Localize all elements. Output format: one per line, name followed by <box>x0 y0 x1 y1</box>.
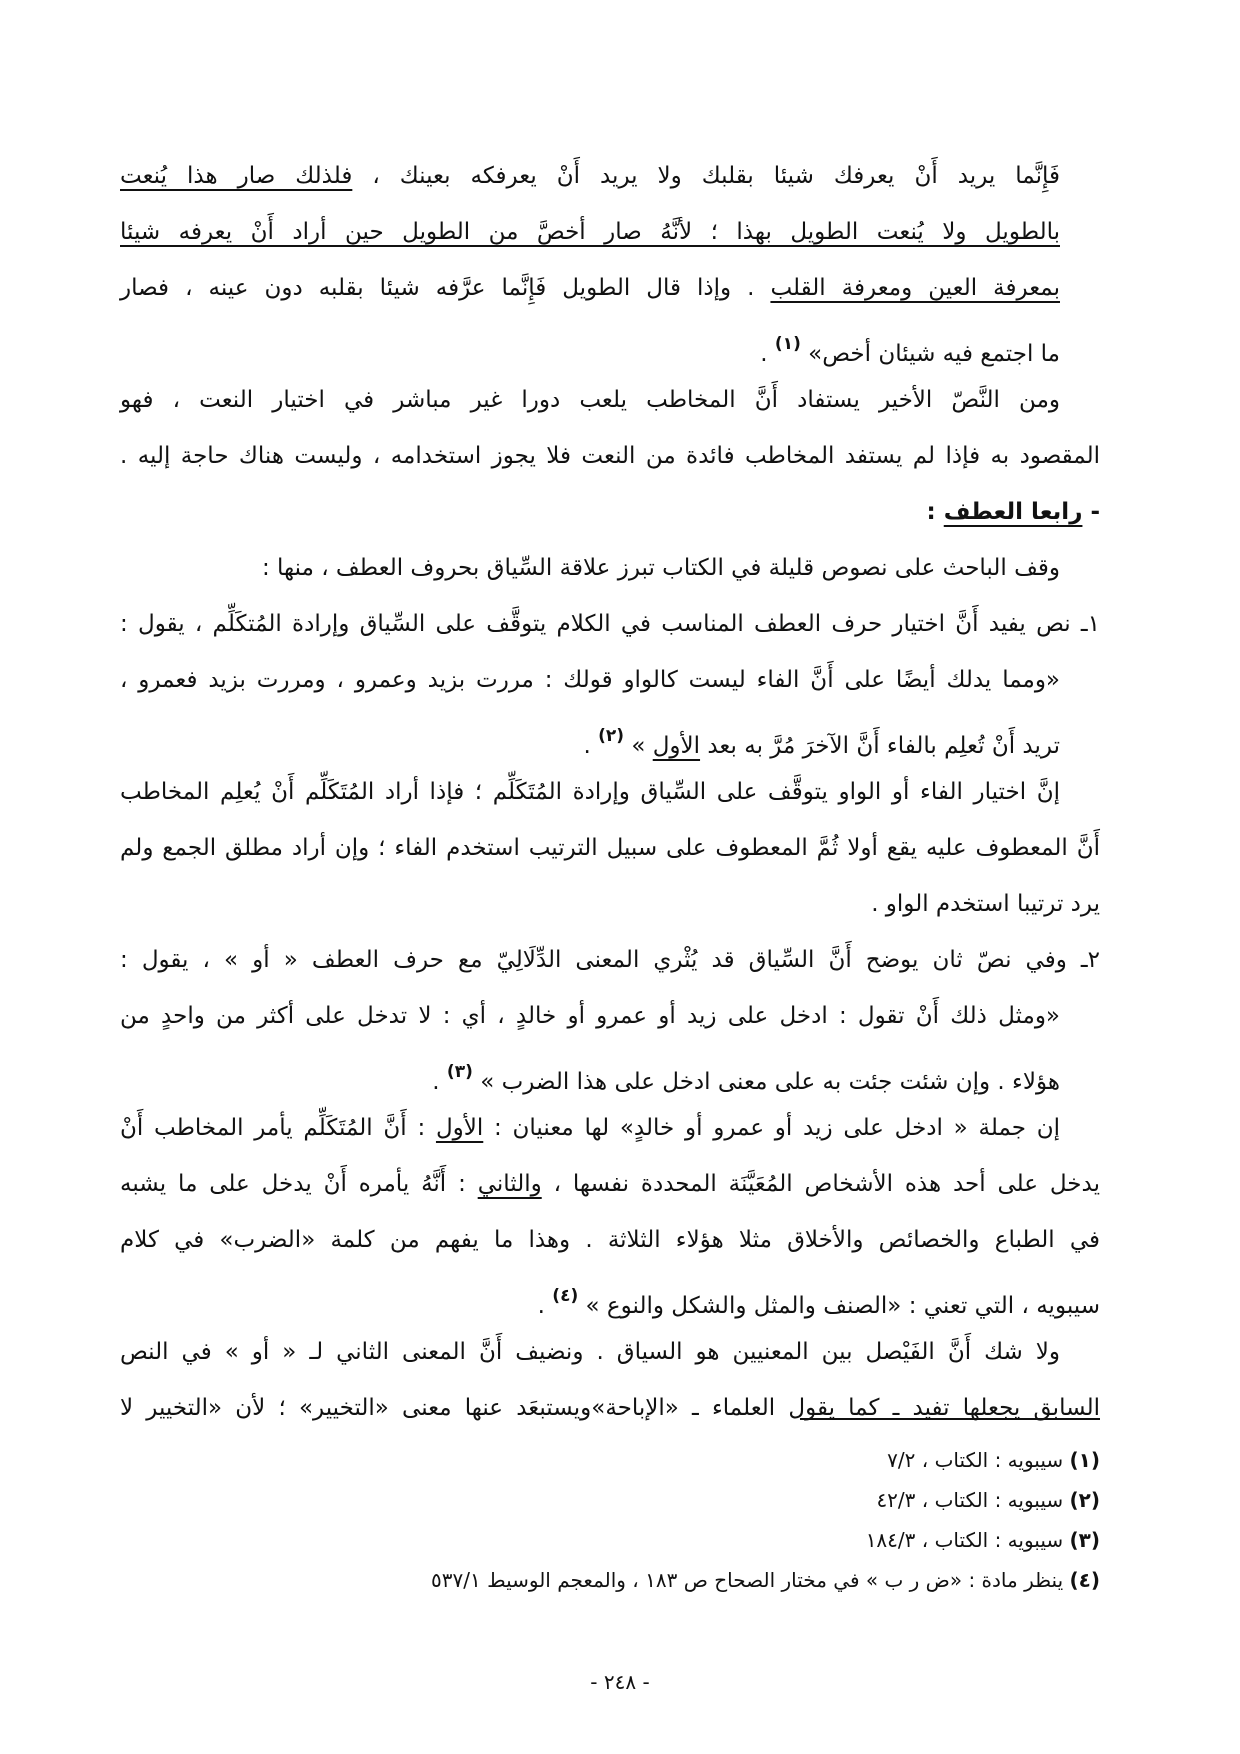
line-text: السابق يجعلها تفيد ـ كما يقول العلماء ـ «الإباحة»ويستبعَد عنها معنى «التخيير» ؛ لأن «التخيير لا <box>120 1395 1100 1421</box>
line-text: ولا شك أَنَّ الفَيْصل بين المعنيين هو السياق . ونضيف أَنَّ المعنى الثاني لـ « أو » في النص <box>120 1339 1060 1365</box>
line-text: ٢ـ وفي نصّ ثان يوضح أَنَّ السِّياق قد يُثْري المعنى الدِّلَالِيّ مع حرف العطف « أو » ، يقول : <box>120 947 1100 973</box>
text-line <box>120 820 1100 876</box>
footnote-text: سيبويه : الكتاب ، ١٨٤/٣ <box>865 1528 1064 1552</box>
footnote-number: (٢) <box>1069 1488 1100 1512</box>
line-end: . <box>537 1293 545 1319</box>
line-text: إن جملة « ادخل على زيد أو عمرو أو خالدٍ» لها معنيان : الأول : أَنَّ المُتَكَلِّم يأمر المخاطب أَنْ <box>120 1115 1060 1141</box>
text-line <box>120 148 1100 204</box>
paragraph-3 <box>120 540 1100 596</box>
footnote-marker: (٢) <box>598 726 625 746</box>
line-text: أَنَّ المعطوف عليه يقع أولا ثُمَّ المعطوف على سبيل الترتيب استخدم الفاء ؛ وإن أراد مطلق الجمع ولم <box>120 835 1100 861</box>
text-line <box>120 1380 1100 1436</box>
footnote-item <box>120 1520 1100 1560</box>
heading-title: رابعا العطف <box>943 499 1083 525</box>
line-text: ومن النَّصّ الأخير يستفاد أَنَّ المخاطب يلعب دورا غير مباشر في اختيار النعت ، فهو <box>120 387 1060 413</box>
text-line <box>120 316 1100 372</box>
line-text: يرد ترتيبا استخدم الواو . <box>871 891 1100 917</box>
footnotes <box>120 1440 1100 1600</box>
body-text <box>120 148 1100 1436</box>
line-text: ما اجتمع فيه شيئان أخص» <box>808 341 1060 367</box>
paragraph-6 <box>120 932 1100 1100</box>
text-line <box>120 1156 1100 1212</box>
line-text: تريد أَنْ تُعلِم بالفاء أَنَّ الآخرَ مُرَّ به بعد الأول » <box>631 733 1060 759</box>
text-line <box>120 204 1100 260</box>
paragraph-7 <box>120 1100 1100 1324</box>
footnote-text: ينظر مادة : «ض ر ب » في مختار الصحاح ص ١٨٣ ، والمعجم الوسيط ٥٣٧/١ <box>431 1568 1064 1592</box>
line-text: وقف الباحث على نصوص قليلة في الكتاب تبرز علاقة السِّياق بحروف العطف ، منها : <box>261 555 1060 581</box>
text-line <box>120 1324 1100 1380</box>
text-line <box>120 1100 1100 1156</box>
footnote-item <box>120 1440 1100 1480</box>
footnote-text: سيبويه : الكتاب ، ٤٢/٣ <box>876 1488 1064 1512</box>
underlined-text: بمعرفة العين ومعرفة القلب <box>770 275 1060 301</box>
footnote-separator <box>800 1418 1100 1420</box>
line-text: «ومما يدلك أيضًا على أَنَّ الفاء ليست كالواو قولك : مررت بزيد وعمرو ، ومررت بزيد فعمرو ، <box>120 667 1060 693</box>
text-line <box>120 932 1100 988</box>
line-text: «ومثل ذلك أَنْ تقول : ادخل على زيد أو عمرو أو خالدٍ ، أي : لا تدخل على أكثر من واحدٍ من <box>120 1003 1060 1029</box>
text-line <box>120 1044 1100 1100</box>
line-end: . <box>760 341 768 367</box>
footnote-marker: (٤) <box>552 1286 579 1306</box>
line-text: هؤلاء . وإن شئت جئت به على معنى ادخل على هذا الضرب » <box>480 1069 1060 1095</box>
footnote-number: (١) <box>1069 1448 1100 1472</box>
heading-prefix: - <box>1090 499 1100 525</box>
footnote-number: (٤) <box>1069 1568 1100 1592</box>
text-line <box>120 428 1100 484</box>
text-line <box>120 988 1100 1044</box>
paragraph-4 <box>120 596 1100 764</box>
page-number: - ٢٤٨ - <box>590 1670 650 1694</box>
underlined-text: الأول <box>435 1115 484 1141</box>
underlined-text: بالطويل ولا يُنعت الطويل بهذا ؛ لأنَّهُ صار أخصَّ من الطويل حين أراد أَنْ يعرفه شيئا <box>120 219 1060 245</box>
line-text: المقصود به فإذا لم يستفد المخاطب فائدة من النعت فلا يجوز استخدامه ، وليست هناك حاجة إليه . <box>120 443 1100 469</box>
text-line <box>120 764 1100 820</box>
footnote-marker: (٣) <box>446 1062 473 1082</box>
paragraph-2 <box>120 372 1100 484</box>
footnote-item <box>120 1560 1100 1600</box>
underlined-text: فلذلك صار هذا يُنعت <box>120 163 353 189</box>
footnote-item <box>120 1480 1100 1520</box>
line-text: بمعرفة العين ومعرفة القلب . وإذا قال الطويل فَإِنَّما عرَّفه شيئا بقلبه دون عينه ، فصار <box>120 275 1060 301</box>
text-line <box>120 876 1100 932</box>
underlined-text: الأول <box>652 733 701 759</box>
footnote-marker: (١) <box>774 334 801 354</box>
line-end: . <box>583 733 591 759</box>
line-end: . <box>432 1069 440 1095</box>
text-line <box>120 652 1100 708</box>
line-text: يدخل على أحد هذه الأشخاص المُعَيَّنَة المحددة نفسها ، والثاني : أَنَّهُ يأمره أَنْ يدخل على ما يشبه <box>120 1171 1100 1197</box>
text-line <box>120 1268 1100 1324</box>
section-heading <box>120 484 1100 540</box>
paragraph-5 <box>120 764 1100 932</box>
text-line <box>120 1212 1100 1268</box>
footnote-number: (٣) <box>1069 1528 1100 1552</box>
text-line <box>120 372 1100 428</box>
text-line <box>120 260 1100 316</box>
line-text: إنَّ اختيار الفاء أو الواو يتوقَّف على السِّياق وإرادة المُتَكَلِّم ؛ فإذا أراد المُتَكَلِّم أَنْ يُعلِم المخاطب <box>120 779 1060 805</box>
text-line <box>120 596 1100 652</box>
text-line <box>120 708 1100 764</box>
line-text: فَإِنَّما يريد أَنْ يعرفك شيئا بقلبك ولا يريد أَنْ يعرفكه بعينك ، فلذلك صار هذا يُنعت <box>120 163 1060 189</box>
line-text: ١ـ نص يفيد أَنَّ اختيار حرف العطف المناسب في الكلام يتوقَّف على السِّياق وإرادة المُتكَلِّم ، يقول : <box>120 611 1100 637</box>
line-text: في الطباع والخصائص والأخلاق مثلا هؤلاء الثلاثة . وهذا ما يفهم من كلمة «الضرب» في كلام <box>120 1227 1100 1253</box>
paragraph-quote-1 <box>120 148 1100 372</box>
heading-suffix: : <box>926 499 936 525</box>
line-text: سيبويه ، التي تعني : «الصنف والمثل والشكل والنوع » <box>585 1293 1100 1319</box>
footnote-text: سيبويه : الكتاب ، ٧/٢ <box>887 1448 1064 1472</box>
underlined-text: والثاني <box>477 1171 542 1197</box>
